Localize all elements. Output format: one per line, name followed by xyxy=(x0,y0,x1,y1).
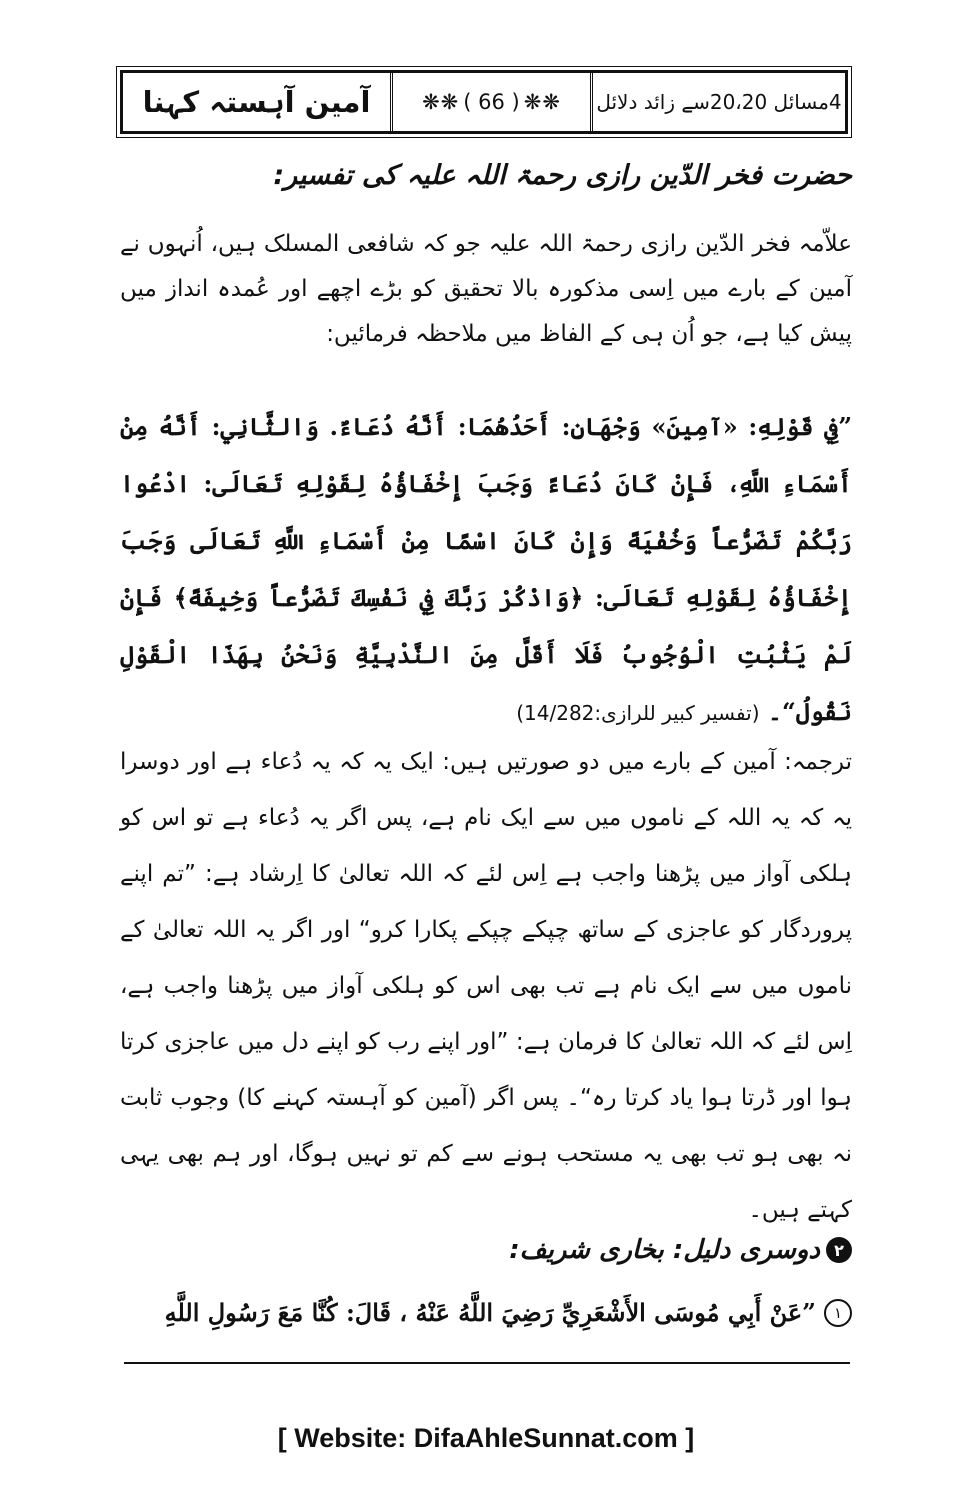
section-heading-razi: حضرت فخر الدّین رازی رحمۃ اللہ علیہ کی تفسیر: xyxy=(273,160,852,191)
arabic-quote xyxy=(120,398,852,742)
quote-reference: (تفسیر کبیر للرازی:14/282) xyxy=(516,701,760,725)
footer-divider xyxy=(124,1362,850,1364)
chapter-title: آمین آہستہ کہنا xyxy=(142,85,371,119)
section-heading-bukhari xyxy=(509,1235,852,1265)
section-heading-text: دوسری دلیل: بخاری شریف: xyxy=(509,1235,820,1265)
intro-paragraph: علاّمہ فخر الدّین رازی رحمۃ اللہ علیہ جو کہ شافعی المسلک ہیں، اُنہوں نے آمین کے بارے میں اِسی مذکورہ بالا تحقیق کو بڑے اچھے اور عُمدہ انداز میں پیش کیا ہے، جو اُن ہی کے الفاظ میں ملاحظہ فرمائیں: xyxy=(120,231,852,347)
book-title: 4مسائل 20،20سے زائد دلائل xyxy=(590,73,845,131)
section-number-badge: ۲ xyxy=(826,1237,852,1263)
page-header xyxy=(120,70,848,134)
page-number-box xyxy=(390,73,590,131)
page-number: ( 66 ) xyxy=(463,90,520,114)
hadith-line xyxy=(120,1298,852,1327)
item-number-circle: ۱ xyxy=(824,1299,852,1327)
star-ornament-left: ❋❋ xyxy=(422,90,460,114)
website-footer: [ Website: DifaAhleSunnat.com ] xyxy=(277,1423,695,1453)
star-ornament-right: ❋❋ xyxy=(523,90,561,114)
translation-paragraph: ترجمہ: آمین کے بارے میں دو صورتیں ہیں: ایک یہ کہ یہ دُعاء ہے اور دوسرا یہ کہ یہ اللہ کے ناموں میں سے ایک نام ہے، پس اگر یہ دُعاء ہے تو اس کو ہلکی آواز میں پڑھنا واجب ہے اِس لئے کہ اللہ تعالیٰ کا اِرشاد ہے: ”تم اپنے پروردگار کو عاجزی کے ساتھ چپکے چپکے پکارا کرو“ اور اگر یہ اللہ تعالیٰ کے ناموں میں سے ایک نام ہے تب بھی اس کو ہلکی آواز میں پڑھنا واجب ہے، اِس لئے کہ اللہ تعالیٰ کا فرمان ہے: ”اور اپنے رب کو اپنے دل میں عاجزی کرتا ہوا اور ڈرتا ہوا یاد کرتا رہ“۔ پس اگر (آمین کو آہستہ کہنے کا) وجوب ثابت نہ بھی ہو تب بھی یہ مستحب ہونے سے کم تو نہیں ہوگا، اور ہم بھی یہی کہتے ہیں۔ xyxy=(120,749,852,1223)
arabic-quote-text: ”فِي قَوْلِهِ: «آمِينَ» وَجْهَانِ: أَحَدُهُمَا: أَنَّهُ دُعَاءٌ. وَالثَّانِي: أَنَّهُ مِنْ أَسْمَاءِ اللَّهِ، فَإِنْ كَانَ دُعَاءً وَجَبَ إِخْفَاؤُهُ لِقَوْلِهِ تَعَالَى: ادْعُوا رَبَّكُمْ تَضَرُّعاً وَخُفْيَةً وَإِنْ كَانَ اسْمًا مِنْ أَسْمَاءِ اللَّهِ تَعَالَى وَجَبَ إِخْفَاؤُهُ لِقَوْلِهِ تَعَالَى: ﴿وَاذْكُرْ رَبَّكَ فِي نَفْسِكَ تَضَرُّعاً وَخِيفَةً﴾ فَإِنْ لَمْ يَثْبُتِ الْوُجُوبُ فَلَا أَقَلَّ مِنَ النَّدْبِيَّةِ وَنَحْنُ بِهَذَا الْقَوْلِ نَقُولُ“۔ xyxy=(120,412,852,726)
hadith-text: ”عَنْ أَبِي مُوسَى الأَشْعَرِيِّ رَضِيَ اللَّهُ عَنْهُ ، قَالَ: كُنَّا مَعَ رَسُولِ اللَّهِ xyxy=(164,1298,816,1327)
